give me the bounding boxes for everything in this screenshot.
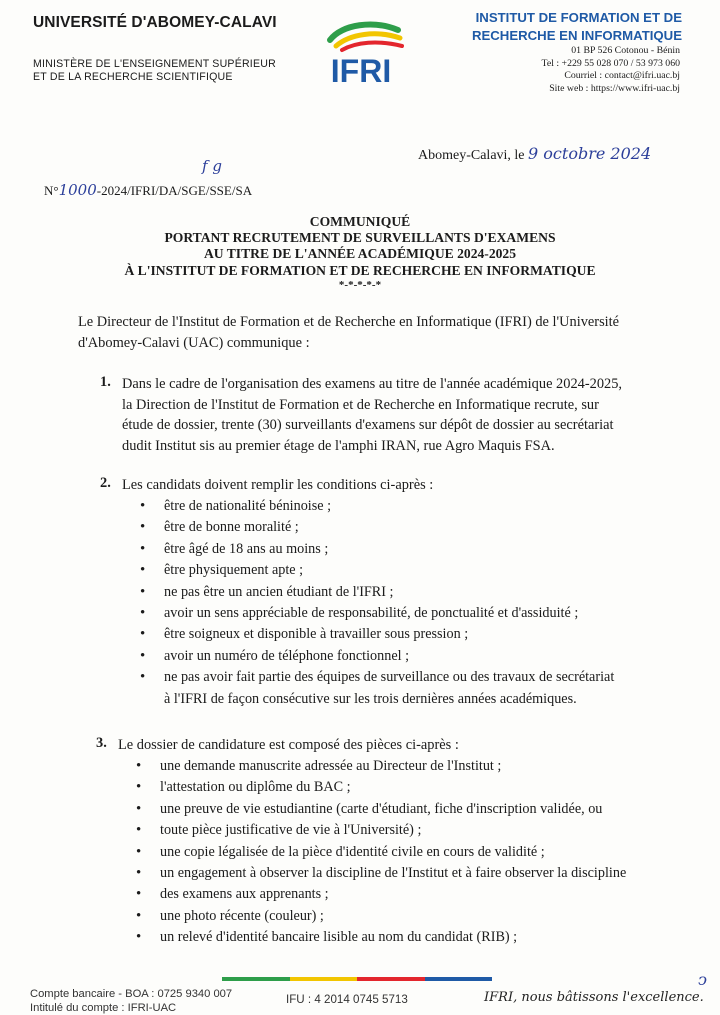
reference-number-handwritten: 1000 bbox=[58, 181, 97, 199]
section-2-lead: Les candidats doivent remplir les conditions ci-après : bbox=[122, 477, 434, 493]
list-item-continuation: à l'IFRI de façon consécutive sur les trois dernières années académiques. bbox=[164, 691, 577, 707]
list-item-continuation-text: des examens aux apprenants ; bbox=[160, 886, 329, 903]
list-item: • être physiquement apte ; bbox=[140, 560, 700, 581]
communique-title bbox=[60, 214, 660, 291]
list-item: • être de nationalité béninoise ; bbox=[140, 496, 700, 517]
reference-number bbox=[44, 181, 252, 199]
reference-prefix: N° bbox=[44, 183, 59, 198]
intro-paragraph bbox=[78, 312, 668, 353]
title-line-4: À L'INSTITUT DE FORMATION ET DE RECHERCHE EN INFORMATIQUE bbox=[124, 262, 596, 278]
bank-account: Compte bancaire - BOA : 0725 9340 007 bbox=[30, 988, 233, 1000]
list-item: • ne pas être un ancien étudiant de l'IFRI ; bbox=[140, 582, 700, 603]
list-item: • une photo récente (couleur) ; bbox=[136, 906, 696, 927]
reference-suffix: -2024/IFRI/DA/SGE/SSE/SA bbox=[96, 183, 253, 198]
handwritten-mark: ↄ bbox=[698, 970, 707, 989]
section-1-line: étude de dossier, trente (30) surveillants d'examens sur dépôt de dossier au secrétariat bbox=[122, 417, 614, 433]
list-item: • avoir un numéro de téléphone fonctionnel ; bbox=[140, 646, 700, 667]
institute-line-2: RECHERCHE EN INFORMATIQUE bbox=[471, 28, 682, 43]
intro-line-2: d'Abomey-Calavi (UAC) communique : bbox=[78, 334, 310, 351]
footer-color-bar bbox=[222, 977, 492, 981]
section-3-lead: Le dossier de candidature est composé des pièces ci-après : bbox=[118, 737, 459, 753]
slogan: IFRI, nous bâtissons l'excellence. bbox=[484, 990, 704, 1005]
university-name: UNIVERSITÉ D'ABOMEY-CALAVI bbox=[33, 14, 277, 31]
list-item: • un engagement à observer la discipline de l'Institut et à faire observer la discipline bbox=[136, 863, 696, 884]
list-item: • une demande manuscrite adressée au Directeur de l'Institut ; bbox=[136, 756, 696, 777]
conditions-list bbox=[140, 496, 700, 689]
section-1-line: Dans le cadre de l'organisation des examens au titre de l'année académique 2024-2025, bbox=[122, 376, 623, 392]
institute-name bbox=[422, 9, 682, 45]
title-separator: *-*-*-*-* bbox=[338, 278, 382, 291]
documents-list bbox=[136, 756, 696, 949]
contact-block bbox=[460, 45, 680, 95]
list-item: • une copie légalisée de la pièce d'identité civile en cours de validité ; bbox=[136, 842, 696, 863]
section-1-line: la Direction de l'Institut de Formation et de Recherche en Informatique recrute, sur bbox=[122, 396, 599, 413]
section-1-line: dudit Institut sis au premier étage de l'amphi IRAN, rue Agro Maquis FSA. bbox=[122, 437, 555, 454]
list-item: • être âgé de 18 ans au moins ; bbox=[140, 539, 700, 560]
institute-line-1: INSTITUT DE FORMATION ET DE bbox=[475, 10, 682, 25]
ministry-name bbox=[33, 58, 276, 84]
title-line-2: PORTANT RECRUTEMENT DE SURVEILLANTS D'EXAMENS bbox=[164, 230, 556, 246]
list-item: • avoir un sens appréciable de responsabilité, de ponctualité et d'assiduité ; bbox=[140, 603, 700, 624]
ministry-line-1: MINISTÈRE DE L'ENSEIGNEMENT SUPÉRIEUR bbox=[33, 58, 276, 70]
telephone: Tel : +229 55 028 070 / 53 973 060 bbox=[541, 57, 680, 69]
place: Abomey-Calavi, le bbox=[418, 148, 525, 163]
bar-blue bbox=[425, 977, 493, 981]
reference-annotation: f g bbox=[202, 157, 222, 175]
bar-yellow bbox=[290, 977, 358, 981]
section-1-number: 1. bbox=[100, 374, 111, 390]
list-item: • un relevé d'identité bancaire lisible au nom du candidat (RIB) ; bbox=[136, 927, 696, 948]
place-date bbox=[418, 144, 651, 164]
bank-info bbox=[30, 987, 232, 1015]
list-item-continuation-text: toute pièce justificative de vie à l'Université) ; bbox=[160, 822, 422, 839]
title-line-3: AU TITRE DE L'ANNÉE ACADÉMIQUE 2024-2025 bbox=[203, 246, 517, 262]
title-line-1: COMMUNIQUÉ bbox=[309, 214, 411, 229]
bank-account-name: Intitulé du compte : IFRI-UAC bbox=[30, 1002, 177, 1014]
list-item: • ne pas avoir fait partie des équipes de surveillance ou des travaux de secrétariat bbox=[140, 667, 700, 688]
ifri-logo bbox=[312, 18, 410, 88]
section-2-number: 2. bbox=[100, 475, 111, 491]
date-handwritten: 9 octobre 2024 bbox=[528, 144, 652, 163]
address: 01 BP 526 Cotonou - Bénin bbox=[571, 45, 680, 56]
bar-green bbox=[222, 977, 290, 981]
list-item-continuation bbox=[136, 884, 696, 905]
ministry-line-2: ET DE LA RECHERCHE SCIENTIFIQUE bbox=[33, 71, 233, 83]
list-item: • être de bonne moralité ; bbox=[140, 517, 700, 538]
list-item: • une preuve de vie estudiantine (carte d'étudiant, fiche d'inscription validée, ou bbox=[136, 799, 696, 820]
bar-red bbox=[357, 977, 425, 981]
logo-text: IFRI bbox=[330, 53, 392, 88]
section-3-number: 3. bbox=[96, 735, 107, 751]
ifu-number: IFU : 4 2014 0745 5713 bbox=[286, 993, 408, 1006]
list-item: • être soigneux et disponible à travailler sous pression ; bbox=[140, 624, 700, 645]
section-1-text bbox=[122, 374, 682, 456]
list-item: • l'attestation ou diplôme du BAC ; bbox=[136, 777, 696, 798]
email: Courriel : contact@ifri.uac.bj bbox=[564, 70, 680, 81]
list-item-continuation bbox=[136, 820, 696, 841]
website: Site web : https://www.ifri-uac.bj bbox=[549, 82, 680, 94]
intro-line-1: Le Directeur de l'Institut de Formation et de Recherche en Informatique (IFRI) de l'Université bbox=[78, 314, 620, 330]
